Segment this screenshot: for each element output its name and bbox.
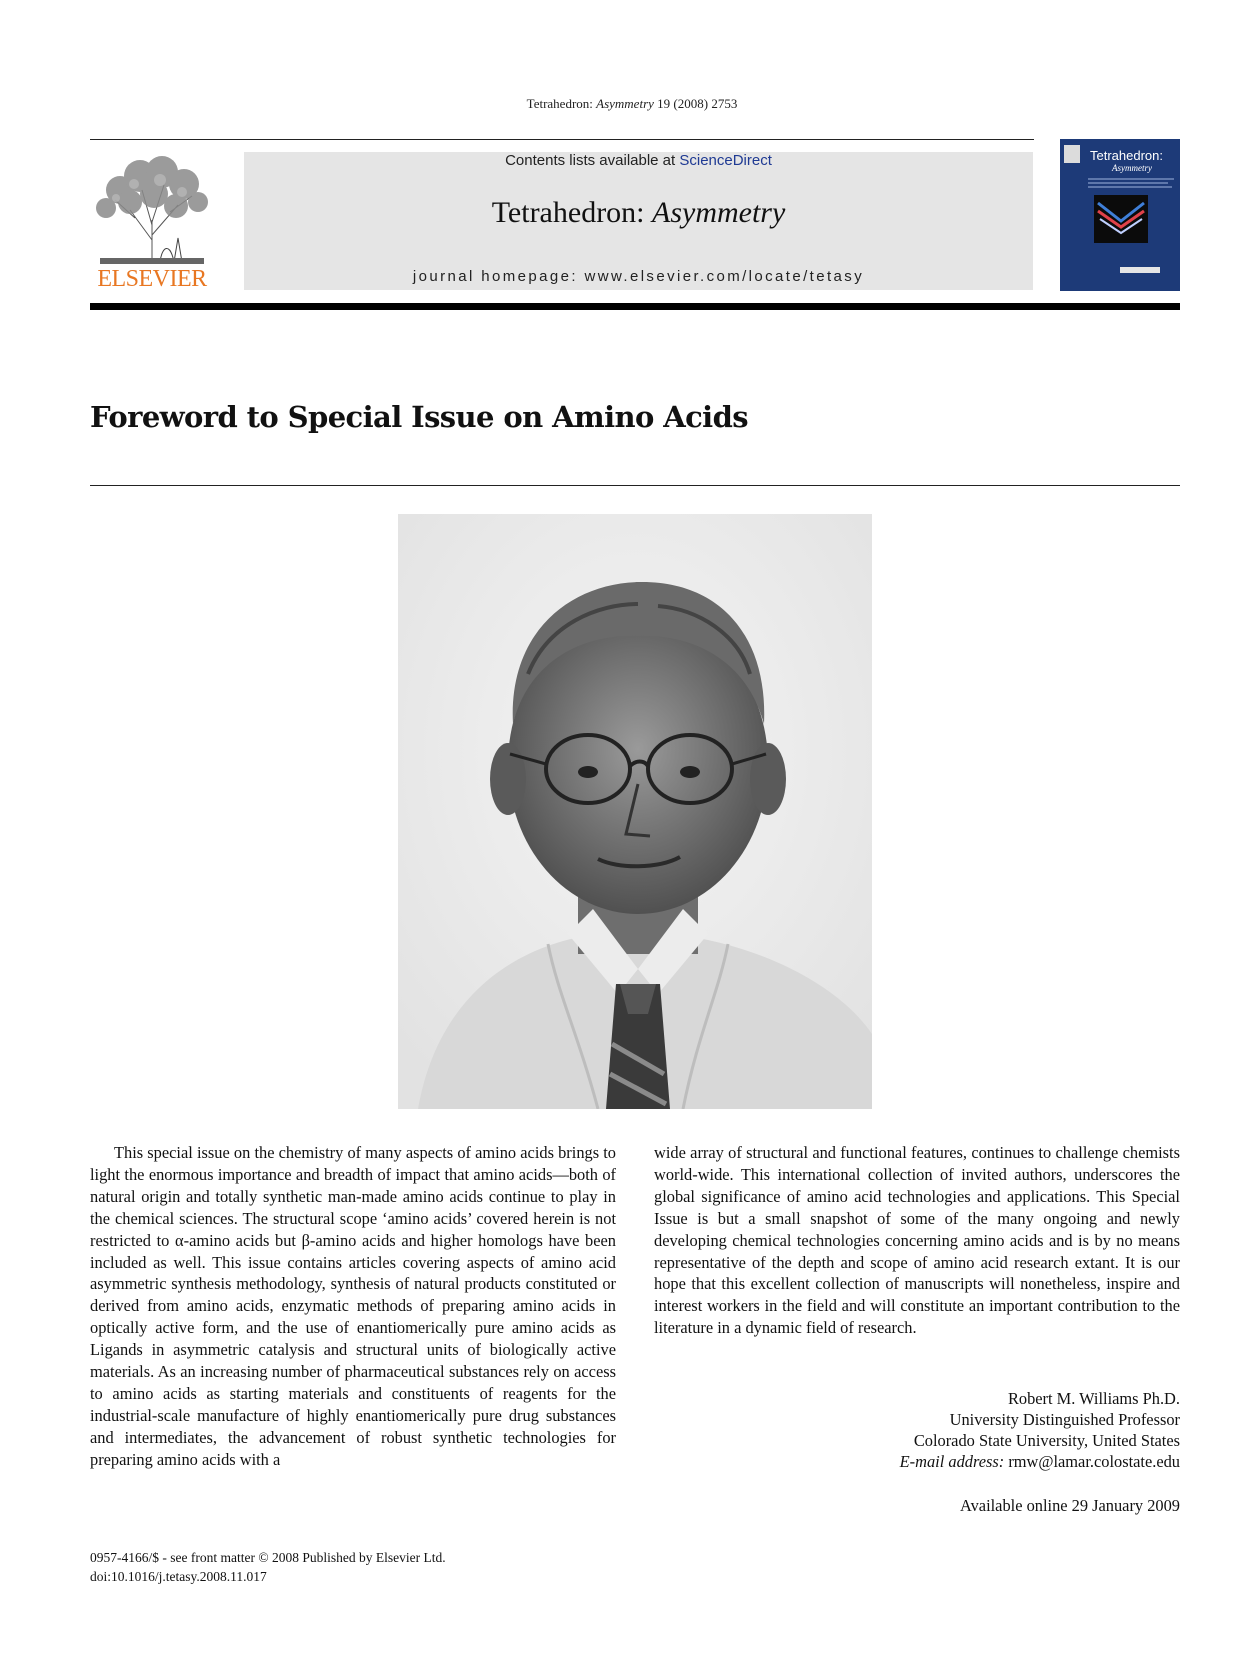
journal-cover-thumbnail [1060, 139, 1180, 291]
author-position: University Distinguished Professor [949, 1410, 1180, 1429]
email-label: E-mail address: [899, 1452, 1005, 1471]
publisher-name: ELSEVIER [97, 266, 207, 292]
running-head-citation: 19 (2008) 2753 [653, 96, 738, 111]
journal-title [244, 196, 1033, 230]
journal-masthead [244, 152, 1033, 290]
article-title: Foreword to Special Issue on Amino Acids [90, 400, 748, 434]
body-right-column: wide array of structural and functional features, continues to challenge chemists world-wide. This international collection of invited authors, underscores the global significance of amino acid technologies and applications. This Special Issue is but a small snapshot of some of the many ongoing and newly developing chemical technologies concerning amino acids and is by no means representative of the depth and scope of amino acid research extant. It is our hope that this excellent collection of manuscripts will nonetheless, inspire and interest workers in the field and will constitute an important contribution to the literature in a dynamic field of research. [654, 1143, 1180, 1338]
journal-title-prefix: Tetrahedron: [491, 196, 653, 229]
cover-artwork [1094, 195, 1148, 243]
journal-homepage-link[interactable]: journal homepage: www.elsevier.com/locate/tetasy [412, 268, 865, 285]
author-name: Robert M. Williams Ph.D. [1007, 1389, 1180, 1408]
footer-issn: 0957-4166/$ - see front matter © 2008 Published by Elsevier Ltd. [90, 1550, 446, 1565]
author-portrait-photo [398, 514, 872, 1109]
cover-subtitle: Asymmetry [1112, 163, 1152, 173]
signature-block [654, 1388, 1180, 1472]
running-head-journal: Tetrahedron: [526, 96, 597, 111]
body-left-column: This special issue on the chemistry of many aspects of amino acids brings to light the enormous importance and breadth of impact that amino acids—both of natural origin and totally synthetic man-made amino acids continue to play in the chemical sciences. The structural scope ‘amino acids’ covered herein is not restricted to α-amino acids but β-amino acids and higher homologs have been included as well. This issue contains articles covering aspects of amino acid asymmetric synthesis methodology, synthesis of natural products constituted or derived from amino acids, enzymatic methods of preparing amino acids in optically active form, and the use of enantiomerically pure amino acids as Ligands in asymmetric catalysis and structural units of biologically active materials. As an increasing number of pharmaceutical substances rely on access to amino acids as starting materials and constituents of reagents for the industrial-scale manufacture of highly enantiomerically pure drug substances and intermediates, the advancement of robust synthetic technologies for preparing amino acids with a [90, 1143, 616, 1469]
cover-publisher-mark [1064, 145, 1080, 163]
footer-doi[interactable]: doi:10.1016/j.tetasy.2008.11.017 [90, 1569, 267, 1584]
cover-publisher-footer [1120, 267, 1160, 273]
journal-title-italic: Asymmetry [652, 196, 786, 229]
running-head-journal-italic: Asymmetry [596, 96, 654, 111]
available-online-date: Available online 29 January 2009 [959, 1496, 1180, 1515]
header-heavy-rule [90, 303, 1180, 310]
top-rule [90, 139, 1034, 140]
author-affiliation: Colorado State University, United States [913, 1431, 1180, 1450]
author-email[interactable]: rmw@lamar.colostate.edu [1004, 1452, 1180, 1471]
cover-text-lines [1088, 177, 1176, 189]
title-rule [90, 485, 1180, 486]
cover-title: Tetrahedron: [1090, 148, 1163, 163]
author-email-line [654, 1451, 1180, 1472]
running-head [0, 96, 1241, 112]
sciencedirect-link[interactable]: ScienceDirect [679, 152, 772, 169]
contents-prefix: Contents lists available at [505, 152, 680, 169]
contents-availability-line [244, 152, 1033, 169]
